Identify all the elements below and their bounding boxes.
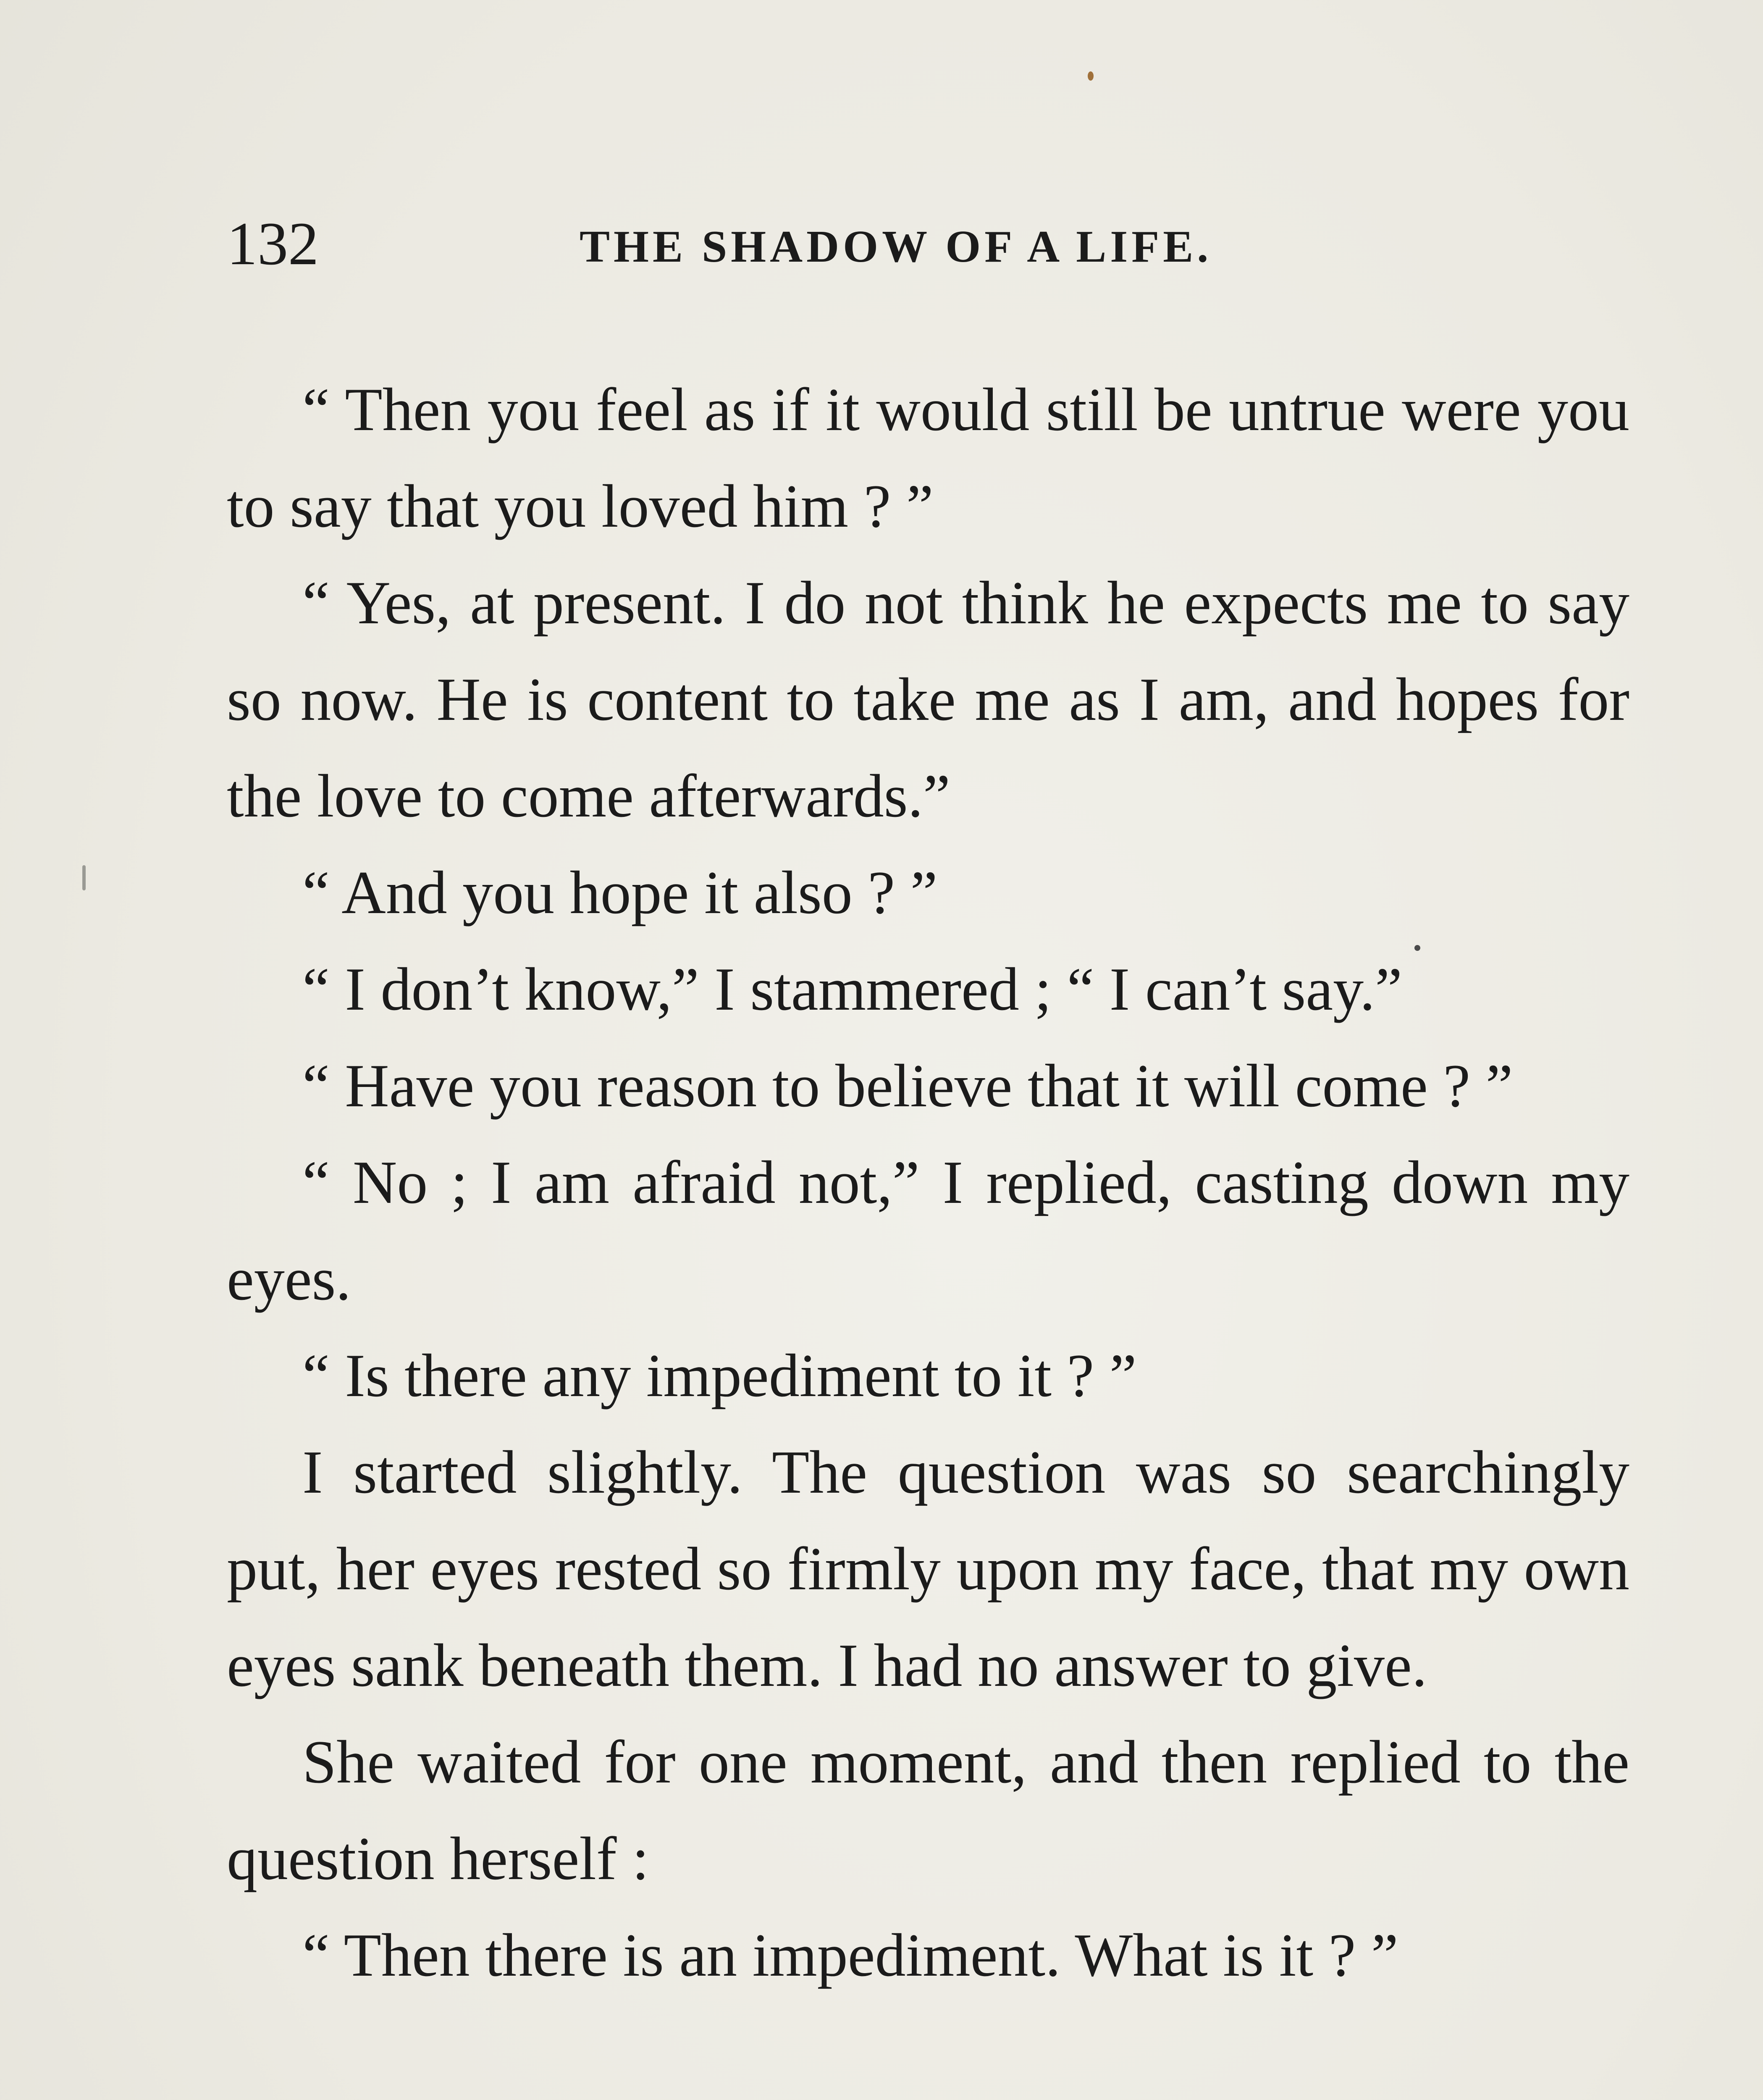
paragraph: I started slightly. The question was so searchingly put, her eyes rested so firmly upon my face, that my own eyes sank beneath them. I had no answer to give. — [227, 1438, 1629, 1699]
paragraph: She waited for one moment, and then replied to the question herself : — [227, 1728, 1629, 1893]
paragraph: “ I don’t know,” I stammered ; “ I can’t say.” — [302, 955, 1402, 1023]
paragraph: “ Then you feel as if it would still be untrue were you to say that you loved him ? ” — [227, 375, 1629, 540]
paragraph: “ Yes, at present. I do not think he expects me to say so now. He is content to take me as I am, and hopes for the love to come afterwards.” — [227, 569, 1629, 830]
paper-speck — [1088, 71, 1094, 81]
paragraph: “ And you hope it also ? ” — [302, 858, 938, 927]
page-number: 132 — [227, 210, 319, 278]
body-text — [227, 361, 1629, 2003]
running-title: THE SHADOW OF A LIFE. — [580, 222, 1212, 272]
paper-speck — [82, 865, 86, 890]
paragraph: “ Then there is an impediment. What is it ? ” — [302, 1921, 1398, 1989]
paragraph: “ Have you reason to believe that it will come ? ” — [302, 1052, 1513, 1120]
running-head — [227, 210, 1629, 277]
paper-speck — [1414, 945, 1420, 951]
paragraph: “ No ; I am afraid not,” I replied, casting down my eyes. — [227, 1148, 1629, 1313]
paragraph: “ Is there any impediment to it ? ” — [302, 1341, 1137, 1410]
